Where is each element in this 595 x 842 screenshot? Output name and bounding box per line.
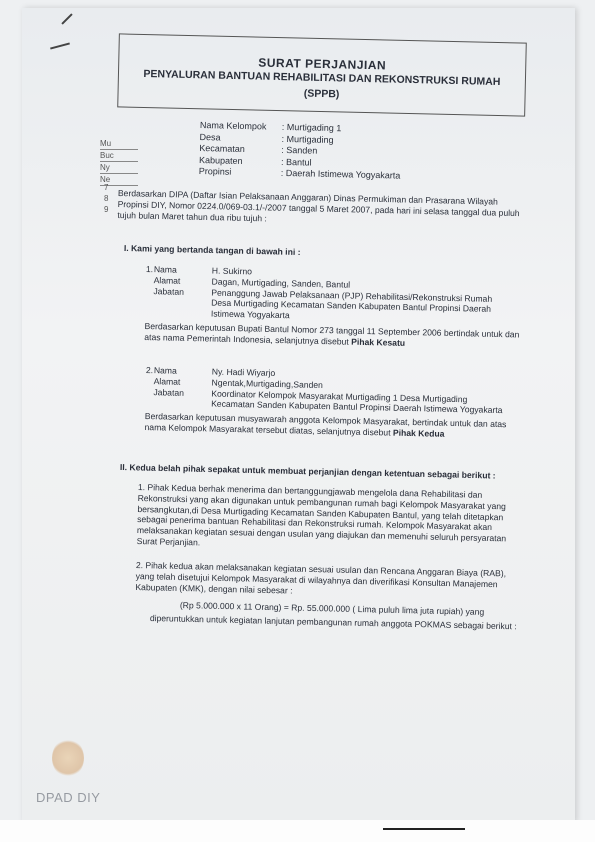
clause-1: 1. Pihak Kedua berhak menerima dan bertanggungjawab mengelola dana Rehabilitasi dan Rekonstruksi yang akan digunakan untuk pembangunan rumah bagi Kelompok Masyarakat yang bersangkutan,di Desa Murtigading Kecamatan Sanden Kabupaten Bantul, yang telah ditetapkan sebagai penerima bantuan Rehabilitasi dan Rekonstruksi rumah. Kelompok Masyarakat akan melaksanakan kegiatan sesuai dengan usulan yang diajukan dan memenuhi seluruh persyaratan Surat Perjanjian. [136,482,507,548]
info-row: Nama Kelompok : Murtigading 1 [199,120,342,134]
clause-2: 2. Pihak kedua akan melaksanakan kegiatan sesuai usulan dan Rencana Anggaran Biaya (RAB), yang telah disetujui Kelompok Masyarakat di wilayahnya dan diverifikasi Konsultan Manajemen Kabupaten (KMK), dengan nilai sebesar : [135,560,507,596]
bottom-line [383,828,465,830]
section1-heading: I. Kami yang bertanda tangan di bawah ini : [123,243,301,258]
document-title: SURAT PERJANJIAN [258,55,387,73]
info-row: Kabupaten : Bantul [198,154,312,168]
intro-paragraph: Berdasarkan DIPA (Daftar Isian Pelaksanaan Anggaran) Dinas Permukiman dan Prasarana Wilayah Propinsi DIY, Nomor 0224.0/069-03.1/-/2007 tanggal 5 Maret 2007, pada hari ini selasa tanggal dua puluh tujuh bulan Maret tahun dua ribu tujuh : [117,188,520,223]
amount-line: (Rp 5.000.000 x 11 Orang) = Rp. 55.000.000 ( Lima puluh lima juta rupiah) yang [179,600,485,617]
info-row: Propinsi : Daerah Istimewa Yogyakarta [198,165,401,181]
section2-heading: II. Kedua belah pihak sepakat untuk membuat perjanjian dengan ketentuan sebagai berikut : [119,462,496,481]
page-bottom-edge [0,820,595,842]
party1-label: Pihak Kesatu [351,336,406,348]
document-subtitle: PENYALURAN BANTUAN REHABILITASI DAN REKONSTRUKSI RUMAH [143,67,501,89]
document-abbreviation: (SPPB) [303,87,340,101]
info-row: Kecamatan : Sanden [199,142,318,156]
margin-numbers: 7 8 9 [104,183,109,214]
title-box [117,33,527,116]
party1-block: 1. Nama H. Sukirno Alamat Dagan, Murtigading, Sanden, Bantul Jabatan Penanggung Jawab Pelaksanaan (PJP) Rehabilitasi/Rekonstruksi Rumah Desa Murtigading Kecamatan Sanden Kabupaten Bantul Propinsi Daerah Istimewa Yogyakarta Berdasarkan keputusan Bupati Bantul Nomor 273 tanggal 11 September 2006 bertindak untuk dan atas nama Pemerintah Indonesia, selanjutnya disebut Pihak Kesatu [144,264,520,348]
watermark-logo-text: DPAD DIY [36,790,101,805]
party2-block: 2. Nama Ny. Hadi Wiyarjo Alamat Ngentak,Murtigading,Sanden Jabatan Koordinator Kelompok Masyarakat Murtigading 1 Desa Murtigading Kecamatan Sanden Kabupaten Bantul Propinsi Daerah Istimewa Yogyakarta Berdasarkan keputusan musyawarah anggota Kelompok Masyarakat, bertindak untuk dan atas nama Kelompok Masyarakat tersebut diatas, selanjutnya disebut Pihak Kedua [144,365,507,439]
party2-label: Pihak Kedua [392,427,445,439]
purpose-line: diperuntukkan untuk kegiatan lanjutan pembangunan rumah anggota POKMAS sebagai berikut : [149,613,517,632]
group-info [199,120,402,182]
margin-notes: Mu Buc Ny Ne [100,138,138,186]
seal-logo [52,738,84,778]
info-row: Desa : Murtigading [199,131,334,145]
